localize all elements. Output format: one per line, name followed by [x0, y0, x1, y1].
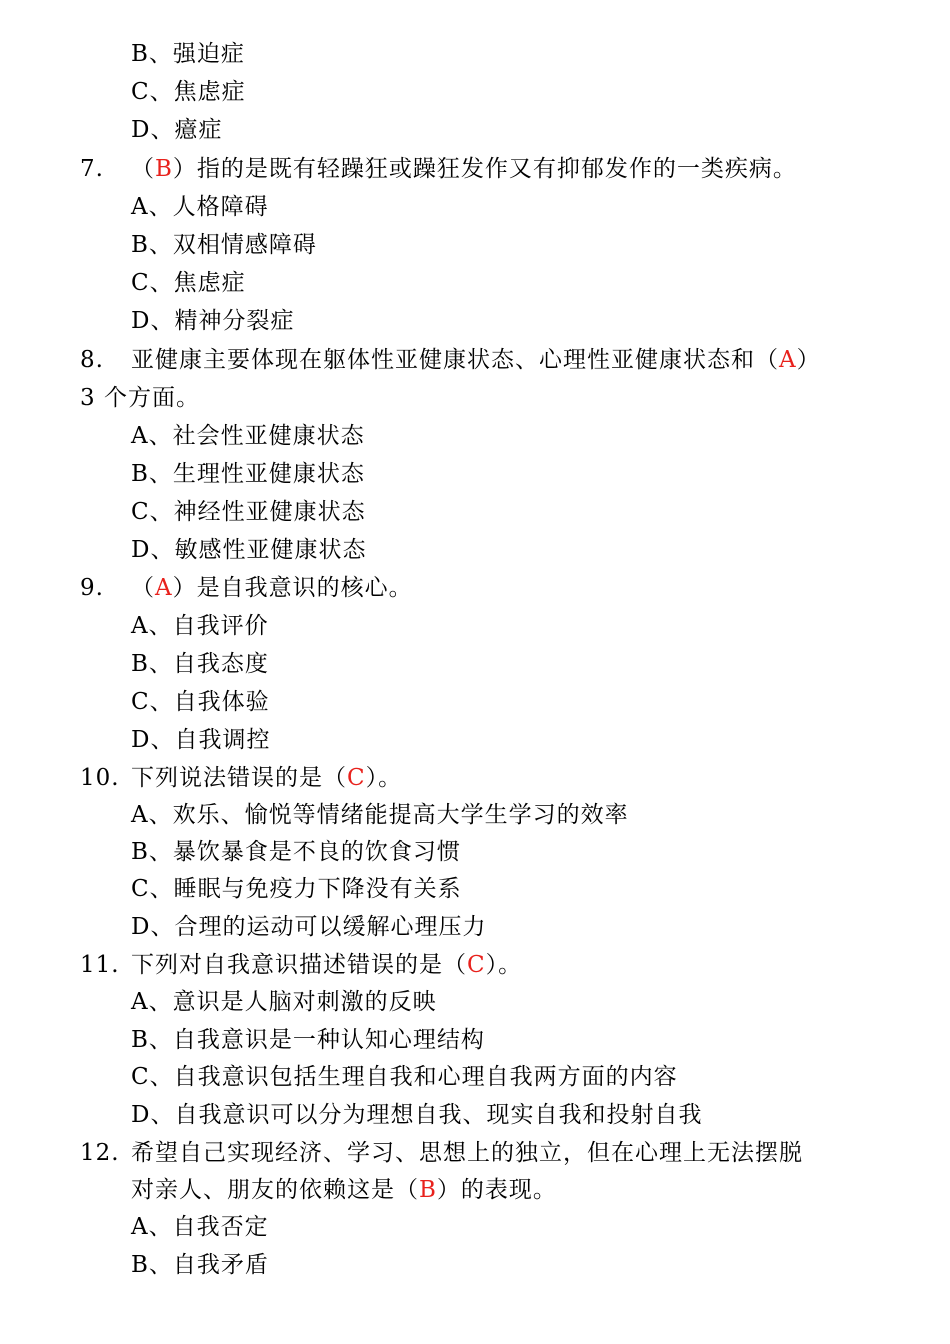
option-line: C、自我意识包括生理自我和心理自我两方面的内容 — [131, 1064, 678, 1090]
option-line: C、自我体验 — [131, 689, 270, 715]
option-line: A、人格障碍 — [131, 194, 269, 220]
option-line: C、焦虑症 — [131, 270, 246, 296]
option-line: D、自我意识可以分为理想自我、现实自我和投射自我 — [131, 1102, 703, 1128]
question-text-post: ）的表现。 — [436, 1177, 557, 1203]
question-text — [131, 759, 402, 797]
option-line: A、意识是人脑对刺激的反映 — [131, 989, 437, 1015]
question-text-continuation — [131, 1171, 557, 1209]
option-line: D、自我调控 — [131, 727, 271, 753]
question-text-post: ）指的是既有轻躁狂或躁狂发作又有抑郁发作的一类疾病。 — [172, 156, 797, 182]
option-line: B、自我矛盾 — [131, 1252, 269, 1278]
question-number: 10. — [80, 765, 120, 791]
question-number: 9. — [80, 575, 104, 601]
question-text — [131, 341, 821, 379]
question-number: 11. — [80, 952, 120, 978]
option-line: A、自我否定 — [131, 1214, 269, 1240]
option-line: A、社会性亚健康状态 — [131, 423, 365, 449]
question-text-pre: 对亲人、朋友的依赖这是（ — [131, 1177, 419, 1203]
answer-letter: C — [467, 952, 486, 978]
answer-letter: A — [155, 575, 173, 601]
option-line: B、暴饮暴食是不良的饮食习惯 — [131, 839, 461, 865]
option-line: B、生理性亚健康状态 — [131, 461, 365, 487]
question-text-continuation: 3 个方面。 — [80, 385, 200, 411]
option-line: D、精神分裂症 — [131, 308, 295, 334]
question-text-pre: 亚健康主要体现在躯体性亚健康状态、心理性亚健康状态和（ — [131, 347, 779, 373]
answer-letter: C — [347, 765, 366, 791]
answer-letter: A — [779, 347, 797, 373]
question-number: 7. — [80, 156, 104, 182]
option-line: D、合理的运动可以缓解心理压力 — [131, 914, 487, 940]
question-text — [131, 569, 413, 607]
question-text-pre: 下列说法错误的是（ — [131, 765, 347, 791]
option-line: B、双相情感障碍 — [131, 232, 317, 258]
option-line: A、自我评价 — [131, 613, 269, 639]
option-line: D、敏感性亚健康状态 — [131, 537, 367, 563]
question-text-pre: （ — [131, 575, 155, 601]
answer-letter: B — [155, 156, 173, 182]
option-line: B、自我态度 — [131, 651, 269, 677]
question-text-post: ）是自我意识的核心。 — [172, 575, 413, 601]
option-line: C、睡眠与免疫力下降没有关系 — [131, 876, 462, 902]
option-line: C、焦虑症 — [131, 79, 246, 105]
question-text-pre: （ — [131, 156, 155, 182]
option-line: A、欢乐、愉悦等情绪能提高大学生学习的效率 — [131, 802, 629, 828]
option-line: B、自我意识是一种认知心理结构 — [131, 1027, 485, 1053]
answer-letter: B — [419, 1177, 437, 1203]
question-number: 12. — [80, 1140, 120, 1166]
question-text-pre: 下列对自我意识描述错误的是（ — [131, 952, 467, 978]
option-line: D、癔症 — [131, 117, 223, 143]
option-line: B、强迫症 — [131, 41, 245, 67]
question-text: 希望自己实现经济、学习、思想上的独立，但在心理上无法摆脱 — [131, 1140, 803, 1166]
question-text — [131, 946, 522, 984]
question-text — [131, 150, 797, 188]
question-text-post: ） — [796, 347, 821, 373]
question-number: 8. — [80, 347, 104, 373]
option-line: C、神经性亚健康状态 — [131, 499, 366, 525]
question-text-post: ）。 — [365, 765, 403, 791]
question-text-post: ）。 — [485, 952, 523, 978]
